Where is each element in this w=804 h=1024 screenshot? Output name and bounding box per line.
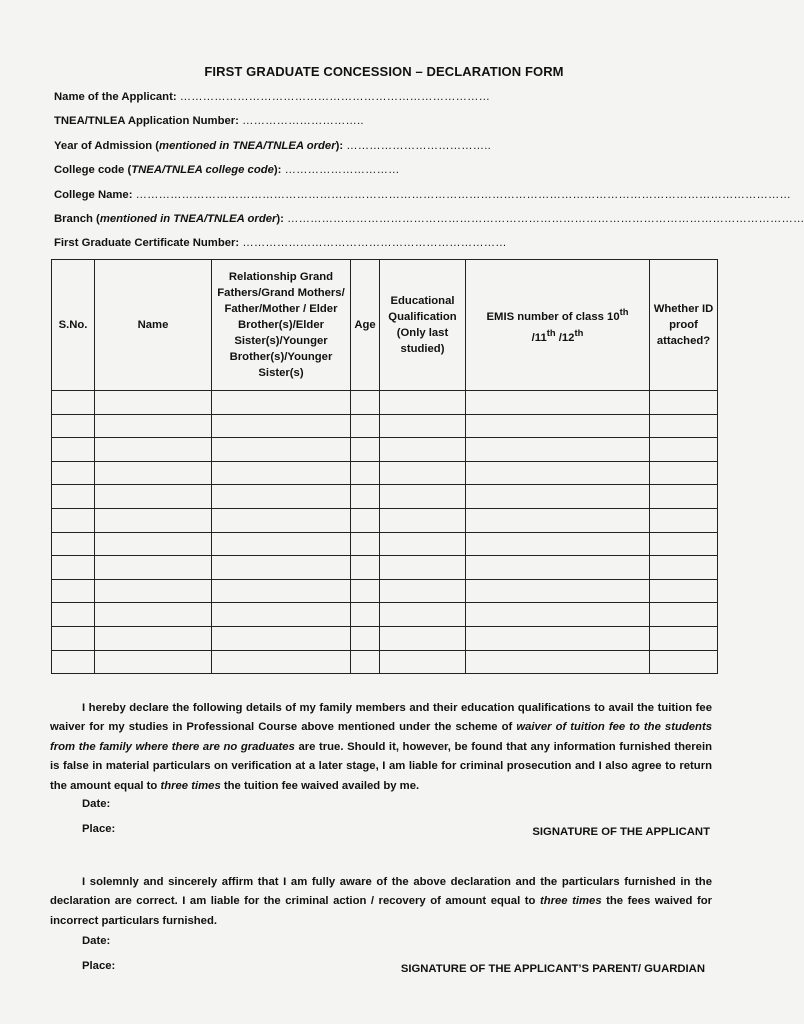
table-row [52,556,718,580]
form-title: FIRST GRADUATE CONCESSION – DECLARATION FORM [204,64,564,79]
guardian-signature-label: SIGNATURE OF THE APPLICANT’S PARENT/ GUARDIAN [400,963,705,975]
header-education [380,260,466,391]
field-label-end: ): [273,164,285,177]
table-cell[interactable] [52,603,95,627]
table-cell[interactable] [52,626,95,650]
table-cell[interactable] [95,626,212,650]
table-cell[interactable] [95,508,212,532]
table-cell[interactable] [466,508,650,532]
field-label: College Name: [54,188,136,201]
table-cell[interactable] [351,556,380,580]
table-cell[interactable] [380,414,466,438]
table-cell[interactable] [351,508,380,532]
table-cell[interactable] [52,461,95,485]
table-cell[interactable] [212,414,351,438]
field-blank: ……………………………………………………………………………………………………………………… [287,212,804,225]
table-cell[interactable] [95,532,212,556]
table-cell[interactable] [466,650,650,674]
table-cell[interactable] [212,626,351,650]
table-cell[interactable] [95,391,212,415]
field-label-emphasis: mentioned in TNEA/TNLEA order [159,139,336,152]
table-cell[interactable] [351,579,380,603]
table-cell[interactable] [95,414,212,438]
table-cell[interactable] [52,438,95,462]
table-row [52,461,718,485]
table-cell[interactable] [466,485,650,509]
field-college-name [54,186,791,210]
header-emis-text: /11 [531,331,547,344]
field-certificate-number [54,234,714,258]
table-cell[interactable] [351,391,380,415]
declaration-text: I hereby declare the following details of my family members and their education qualifications to avail the tuition fee waiver for my studies in Professional Course above mentioned under the scheme of [50,702,712,734]
table-cell[interactable] [212,485,351,509]
applicant-signature-label: SIGNATURE OF THE APPLICANT [532,826,710,838]
table-cell[interactable] [380,556,466,580]
table-cell[interactable] [466,603,650,627]
table-cell[interactable] [351,414,380,438]
table-cell[interactable] [95,438,212,462]
table-cell[interactable] [351,626,380,650]
table-cell[interactable] [52,579,95,603]
header-emis-sup: th [619,306,629,318]
header-emis-sup: th [574,327,584,338]
field-branch [54,210,804,234]
table-row [52,485,718,509]
field-college-code [54,161,714,185]
table-row [52,626,718,650]
table-cell[interactable] [380,391,466,415]
table-cell[interactable] [351,485,380,509]
table-cell[interactable] [351,603,380,627]
table-cell[interactable] [95,556,212,580]
table-cell[interactable] [466,532,650,556]
affirmation-paragraph [50,873,712,931]
declaration-text: are true. Should it, however, be found that any information furnished therein is false in material particulars on verification at a later stage, I am liable for criminal prosecution and I also agree to return the amount equal to [50,740,713,792]
table-cell[interactable] [466,414,650,438]
field-application-number [54,112,714,136]
table-cell[interactable] [466,461,650,485]
table-header-row [52,260,718,391]
field-blank: …………………………………………………………… [242,237,507,250]
header-sno: S.No. [52,260,95,391]
table-cell[interactable] [52,650,95,674]
affirmation-text: I solemnly and sincerely affirm that I am fully aware of the above declaration and the particulars furnished in the declaration are correct. I am liable for the criminal action / recovery of amount equal to [50,876,712,908]
table-row [52,650,718,674]
table-cell[interactable] [380,532,466,556]
header-name: Name [95,260,212,391]
table-cell[interactable] [212,603,351,627]
table-cell[interactable] [650,626,718,650]
table-cell[interactable] [650,414,718,438]
field-blank: ……………………………….. [346,139,491,152]
table-cell[interactable] [650,556,718,580]
place-label: Place: [82,823,116,835]
field-label-end: ): [335,139,347,152]
table-cell[interactable] [380,485,466,509]
field-label: Year of Admission ( [54,139,160,152]
table-body [52,391,718,674]
table-cell[interactable] [466,556,650,580]
header-education-label: Educational Qualification [388,295,457,323]
table-cell[interactable] [95,485,212,509]
table-cell[interactable] [52,414,95,438]
table-cell[interactable] [351,461,380,485]
table-cell[interactable] [650,603,718,627]
table-cell[interactable] [466,626,650,650]
table-cell[interactable] [650,391,718,415]
table-row [52,438,718,462]
field-blank: ……………………………………………………………………………………………………………………………………………………… [135,188,791,201]
table-cell[interactable] [650,485,718,509]
table-cell[interactable] [52,508,95,532]
table-cell[interactable] [95,461,212,485]
table-cell[interactable] [380,579,466,603]
applicant-fields [54,88,804,259]
affirmation-emphasis: three times [539,895,602,908]
table-cell[interactable] [212,556,351,580]
table-row [52,508,718,532]
table-cell[interactable] [95,579,212,603]
field-blank: ………………………….. [242,115,364,128]
table-cell[interactable] [380,461,466,485]
table-cell[interactable] [351,532,380,556]
header-age: Age [351,260,380,391]
table-cell[interactable] [380,438,466,462]
table-row [52,579,718,603]
table-cell[interactable] [212,508,351,532]
guardian-place-label: Place: [82,960,116,972]
affirmation-text: the fees waived for incorrect particulars furnished. [50,895,713,927]
declaration-emphasis: three times [160,779,221,792]
field-label: College code ( [54,164,132,177]
field-label: Branch ( [54,212,100,225]
field-label-emphasis: mentioned in TNEA/TNLEA order [99,212,277,225]
table-cell[interactable] [212,532,351,556]
table-cell[interactable] [95,603,212,627]
table-cell[interactable] [52,485,95,509]
table-cell[interactable] [466,438,650,462]
declaration-text: the tuition fee waived availed by me. [220,779,420,792]
table-cell[interactable] [380,650,466,674]
table-cell[interactable] [650,508,718,532]
field-label-end: ): [276,212,288,225]
table-cell[interactable] [466,579,650,603]
declaration-paragraph [50,699,712,796]
table-row [52,414,718,438]
table-cell[interactable] [380,603,466,627]
table-row [52,391,718,415]
table-cell[interactable] [212,461,351,485]
table-cell[interactable] [650,461,718,485]
header-relationship: Relationship Grand Fathers/Grand Mothers/ Father/Mother / Elder Brother(s)/Elder Sister(s)/Younger Brother(s)/Younger Sister(s) [212,260,351,391]
header-education-note: (Only last studied) [396,327,449,355]
table-cell[interactable] [650,438,718,462]
table-cell[interactable] [650,579,718,603]
table-cell[interactable] [466,391,650,415]
guardian-date-label: Date: [82,935,111,947]
header-id-proof: Whether ID proof attached? [650,260,718,391]
table-cell[interactable] [212,579,351,603]
table-cell[interactable] [380,626,466,650]
field-year-of-admission [54,137,714,161]
table-cell[interactable] [380,508,466,532]
table-cell[interactable] [650,532,718,556]
table-cell[interactable] [95,650,212,674]
field-label: Name of the Applicant: [54,91,180,103]
declaration-emphasis: waiver of tuition fee to the students from the family where there are no graduates [50,721,712,753]
table-cell[interactable] [650,650,718,674]
table-cell[interactable] [212,438,351,462]
header-emis-sup: th [546,327,556,338]
table-row [52,603,718,627]
field-blank: ………………………… [284,164,400,177]
field-label-emphasis: TNEA/TNLEA college code [131,164,274,177]
field-blank: ……………………………………………………………………… [179,91,491,103]
table-cell[interactable] [351,650,380,674]
date-label: Date: [82,798,111,810]
table-cell[interactable] [212,650,351,674]
field-applicant-name [54,88,714,112]
table-cell[interactable] [351,438,380,462]
table-cell[interactable] [52,556,95,580]
table-cell[interactable] [212,391,351,415]
header-emis [466,260,650,391]
table-cell[interactable] [52,391,95,415]
family-members-table [51,259,718,674]
header-emis-text: /12 [555,331,575,344]
table-cell[interactable] [52,532,95,556]
field-label: First Graduate Certificate Number: [54,237,243,250]
table-row [52,532,718,556]
field-label: TNEA/TNLEA Application Number: [54,115,243,128]
header-emis-text: EMIS number of class 10 [486,311,620,323]
